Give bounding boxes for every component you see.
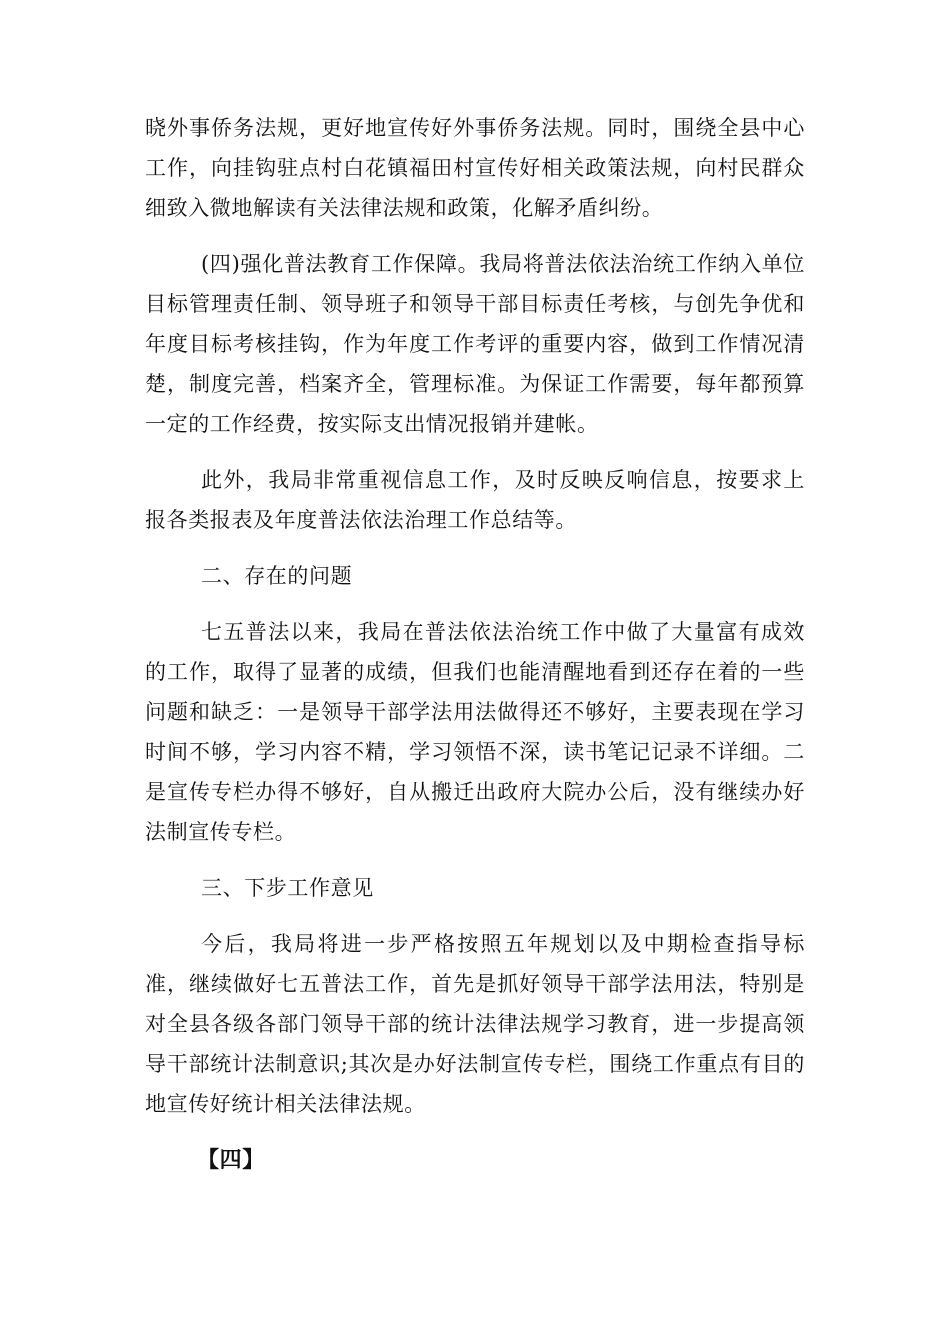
- paragraph-continuation: 晓外事侨务法规，更好地宣传好外事侨务法规。同时，围绕全县中心工作，向挂钩驻点村白花镇福田村宣传好相关政策法规，向村民群众细致入微地解读有关法律法规和政策，化解矛盾纠纷。: [145, 116, 805, 220]
- paragraph-next-steps: 今后，我局将进一步严格按照五年规划以及中期检查指导标准，继续做好七五普法工作，首先是抓好领导干部学法用法，特别是对全县各级各部门领导干部的统计法律法规学习教育，进一步提高领导干部统计法制意识;其次是办好法制宣传专栏，围绕工作重点有目的地宣传好统计相关法律法规。: [145, 932, 805, 1116]
- paragraph-information-work: 此外，我局非常重视信息工作，及时反映反响信息，按要求上报各类报表及年度普法依法治理工作总结等。: [145, 468, 805, 532]
- paragraph-problems: 七五普法以来，我局在普法依法治统工作中做了大量富有成效的工作，取得了显著的成绩，但我们也能清醒地看到还存在着的一些问题和缺乏：一是领导干部学法用法做得还不够好，主要表现在学习时间不够，学习内容不精，学习领悟不深，读书笔记记录不详细。二是宣传专栏办得不够好，自从搬迁出政府大院办公后，没有继续办好法制宣传专栏。: [145, 620, 805, 844]
- section-heading-problems: 二、存在的问题: [201, 564, 353, 588]
- section-marker: 【四】: [197, 1147, 265, 1173]
- document-page: [145, 108, 805, 1180]
- paragraph-guarantee: (四)强化普法教育工作保障。我局将普法依法治统工作纳入单位目标管理责任制、领导班子和领导干部目标责任考核，与创先争优和年度目标考核挂钩，作为年度工作考评的重要内容，做到工作情况清楚，制度完善，档案齐全，管理标准。为保证工作需要，每年都预算一定的工作经费，按实际支出情况报销并建帐。: [145, 252, 805, 436]
- section-heading-next-steps: 三、下步工作意见: [201, 876, 374, 900]
